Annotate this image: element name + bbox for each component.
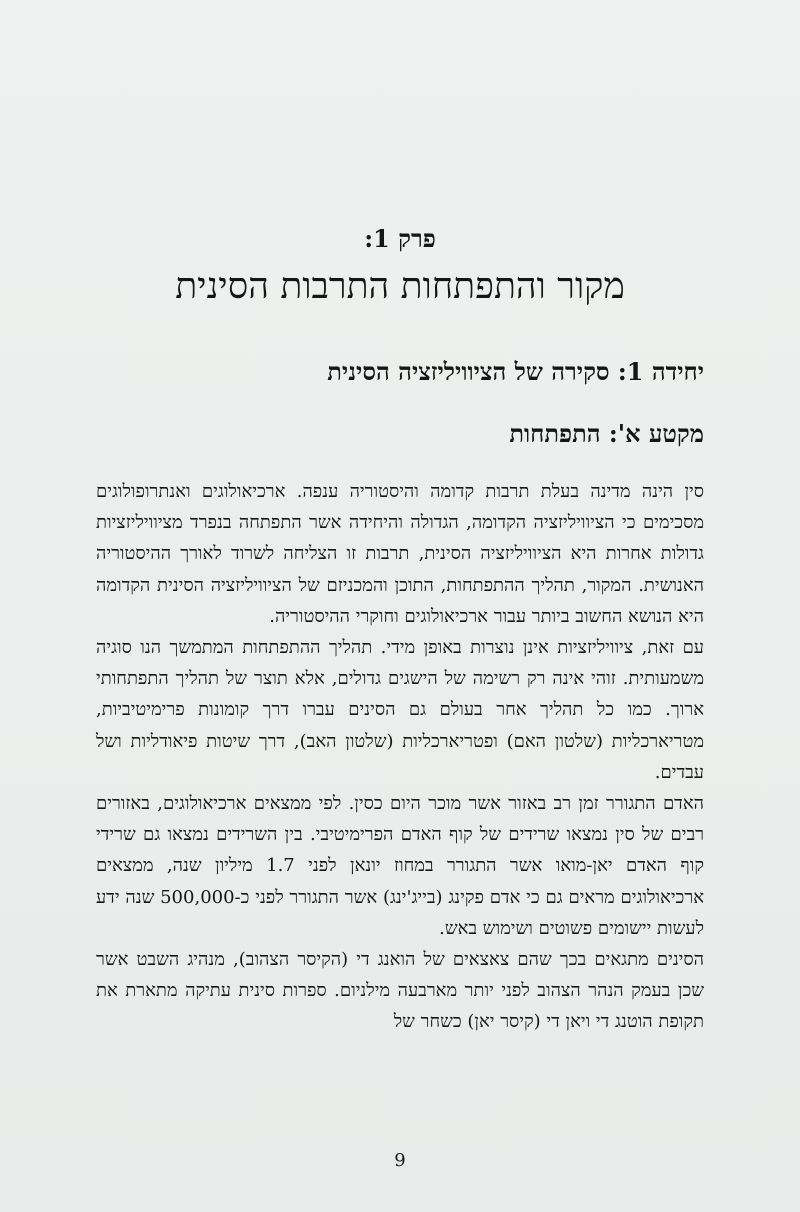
- section-title: מקטע א': התפתחות: [509, 419, 704, 448]
- paragraph-2: עם זאת, ציוויליזציות אינן נוצרות באופן מידי. תהליך ההתפתחות המתמשך הנו סוגיה משמעותית. זוהי אינה רק רשימה של הישגים גדולים, אלא תוצר של תהליך התפתחותי ארוך. כמו כל תהליך אחר בעולם גם הסינים עברו דרך קומונות פרימיטיביות, מטריארכליות (שלטון האם) ופטריארכליות (שלטון האב), דרך שיטות פיאודליות ושל עבדים.: [96, 637, 704, 783]
- paragraph-1: סין הינה מדינה בעלת תרבות קדומה והיסטוריה ענפה. ארכיאולוגים ואנתרופולוגים מסכימים כי הציוויליזציה הקדומה, הגדולה והיחידה אשר התפתחה בנפרד מציוויליזציות גדולות אחרות היא הציוויליזציה הסינית, תרבות זו הצליחה לשרוד לאורך ההיסטוריה האנושית. המקור, תהליך ההתפתחות, התוכן והמכניזם של הציוויליזציה הסינית הקדומה היא הנושא החשוב ביותר עבור ארכיאולוגים וחוקרי ההיסטוריה.: [96, 481, 704, 627]
- chapter-label: פרק 1:: [364, 224, 436, 253]
- page-content: [96, 222, 704, 1038]
- unit-title: יחידה 1: סקירה של הציוויליזציה הסינית: [327, 357, 704, 386]
- body-text: [96, 476, 704, 1038]
- page-number: 9: [394, 1150, 406, 1171]
- paragraph-3: האדם התגורר זמן רב באזור אשר מוכר היום כסין. לפי ממצאים ארכיאולוגים, באזורים רבים של סין נמצאו שרידים של קוף האדם הפרימיטיבי. בין השרידים נמצאו גם שרידי קוף האדם יאן-מואו אשר התגורר במחוז יונאן לפני 1.7 מיליון שנה, ממצאים ארכיאולוגים מראים גם כי אדם פקינג (בייג'ינג) אשר התגורר לפני כ-500,000 שנה ידע לעשות יישומים פשוטים ושימוש באש.: [96, 793, 704, 939]
- paragraph-4: הסינים מתגאים בכך שהם צאצאים של הואנג די (הקיסר הצהוב), מנהיג השבט אשר שכן בעמק הנהר הצהוב לפני יותר מארבעה מילניום. ספרות סינית עתיקה מתארת את תקופת הוטנג די ויאן די (קיסר יאן) כשחר של: [96, 949, 704, 1033]
- chapter-title: מקור והתפתחות התרבות הסינית: [175, 266, 625, 307]
